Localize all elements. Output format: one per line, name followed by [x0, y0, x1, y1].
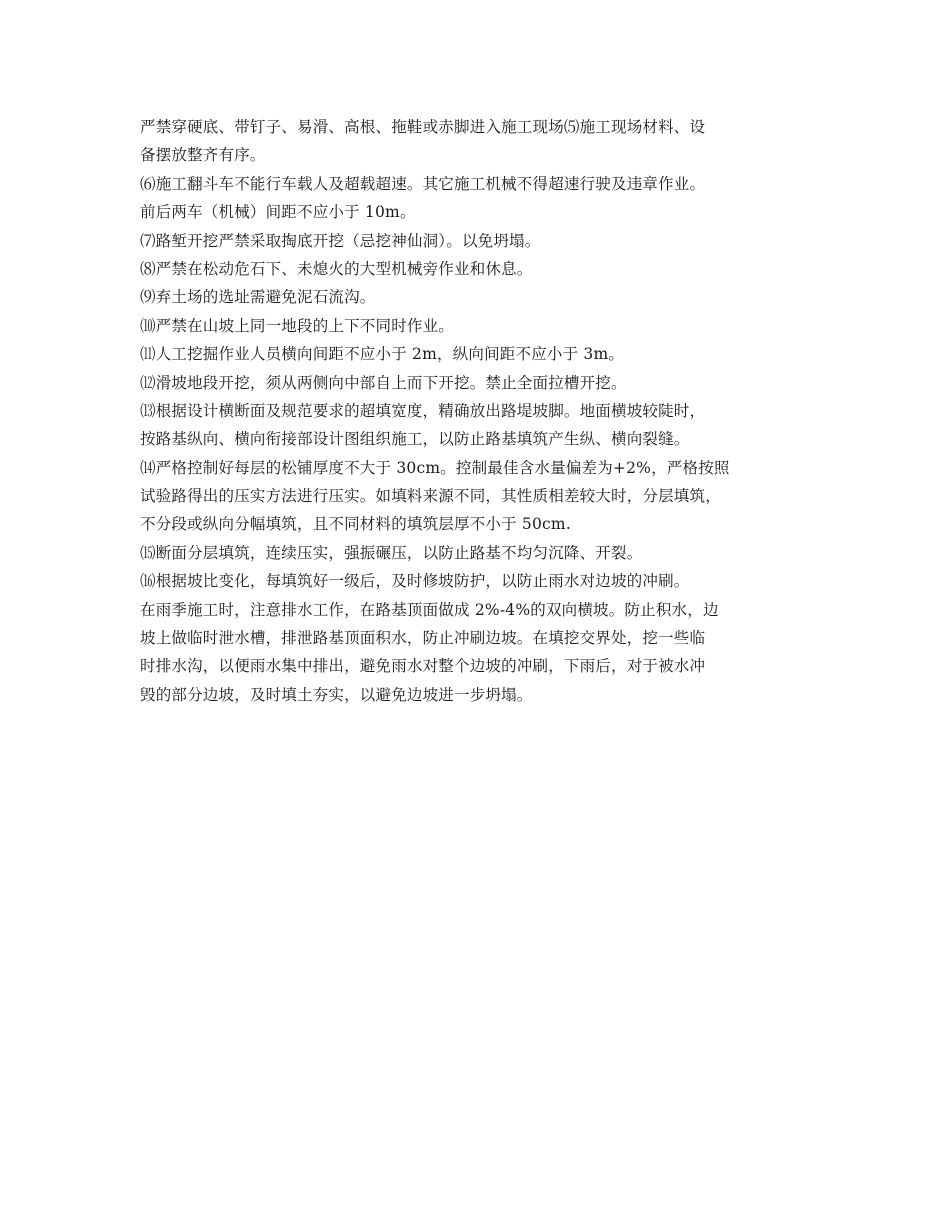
text-line: 按路基纵向、横向衔接部设计图组织施工，以防止路基填筑产生纵、横向裂缝。 — [140, 430, 690, 449]
text-line: ⑽严禁在山坡上同一地段的上下不同时作业。 — [140, 316, 455, 335]
text-line: ⑺路堑开挖严禁采取掏底开挖（忌挖神仙洞）。以免坍塌。 — [140, 231, 541, 250]
text-line: ⑾人工挖掘作业人员横向间距不应小于 2m，纵向间距不应小于 3m。 — [140, 345, 625, 364]
document-body — [140, 113, 820, 709]
text-line: ⒀根据设计横断面及规范要求的超填宽度，精确放出路堤坡脚。地面横坡较陡时， — [140, 401, 706, 420]
text-line: ⑼弃土场的选址需避免泥石流沟。 — [140, 288, 376, 307]
text-line: 不分段或纵向分幅填筑，且不同材料的填筑层厚不小于 50cm. — [140, 515, 571, 534]
text-line: 严禁穿硬底、带钉子、易滑、高根、拖鞋或赤脚进入施工现场⑸施工现场材料、设 — [140, 118, 706, 136]
text-line: 坡上做临时泄水槽，排泄路基顶面积水，防止冲刷边坡。在填挖交界处，挖一些临 — [140, 629, 706, 648]
text-line: ⒃根据坡比变化，每填筑好一级后，及时修坡防护，以防止雨水对边坡的冲刷。 — [140, 572, 690, 591]
text-line: ⑻严禁在松动危石下、未熄火的大型机械旁作业和休息。 — [140, 259, 533, 278]
text-line: 备摆放整齐有序。 — [140, 146, 266, 165]
text-line: 在雨季施工时，注意排水工作，在路基顶面做成 2%-4%的双向横坡。防止积水，边 — [140, 600, 719, 619]
text-line: ⒂断面分层填筑，连续压实，强振碾压，以防止路基不均匀沉降、开裂。 — [140, 543, 643, 562]
text-line: ⑿滑坡地段开挖，须从两侧向中部自上而下开挖。禁止全面拉槽开挖。 — [140, 373, 627, 392]
text-line: 时排水沟，以便雨水集中排出，避免雨水对整个边坡的冲刷，下雨后，对于被水冲 — [140, 657, 706, 676]
text-line: ⒁严格控制好每层的松铺厚度不大于 30cm。控制最佳含水量偏差为+2%，严格按照 — [140, 458, 730, 477]
text-line: 前后两车（机械）间距不应小于 10m。 — [140, 203, 416, 222]
text-line: 试验路得出的压实方法进行压实。如填料来源不同，其性质相差较大时，分层填筑， — [140, 487, 721, 506]
text-line: ⑹施工翻斗车不能行车载人及超载超速。其它施工机械不得超速行驶及违章作业。 — [140, 174, 706, 193]
text-line: 毁的部分边坡，及时填土夯实，以避免边坡进一步坍塌。 — [140, 685, 533, 704]
